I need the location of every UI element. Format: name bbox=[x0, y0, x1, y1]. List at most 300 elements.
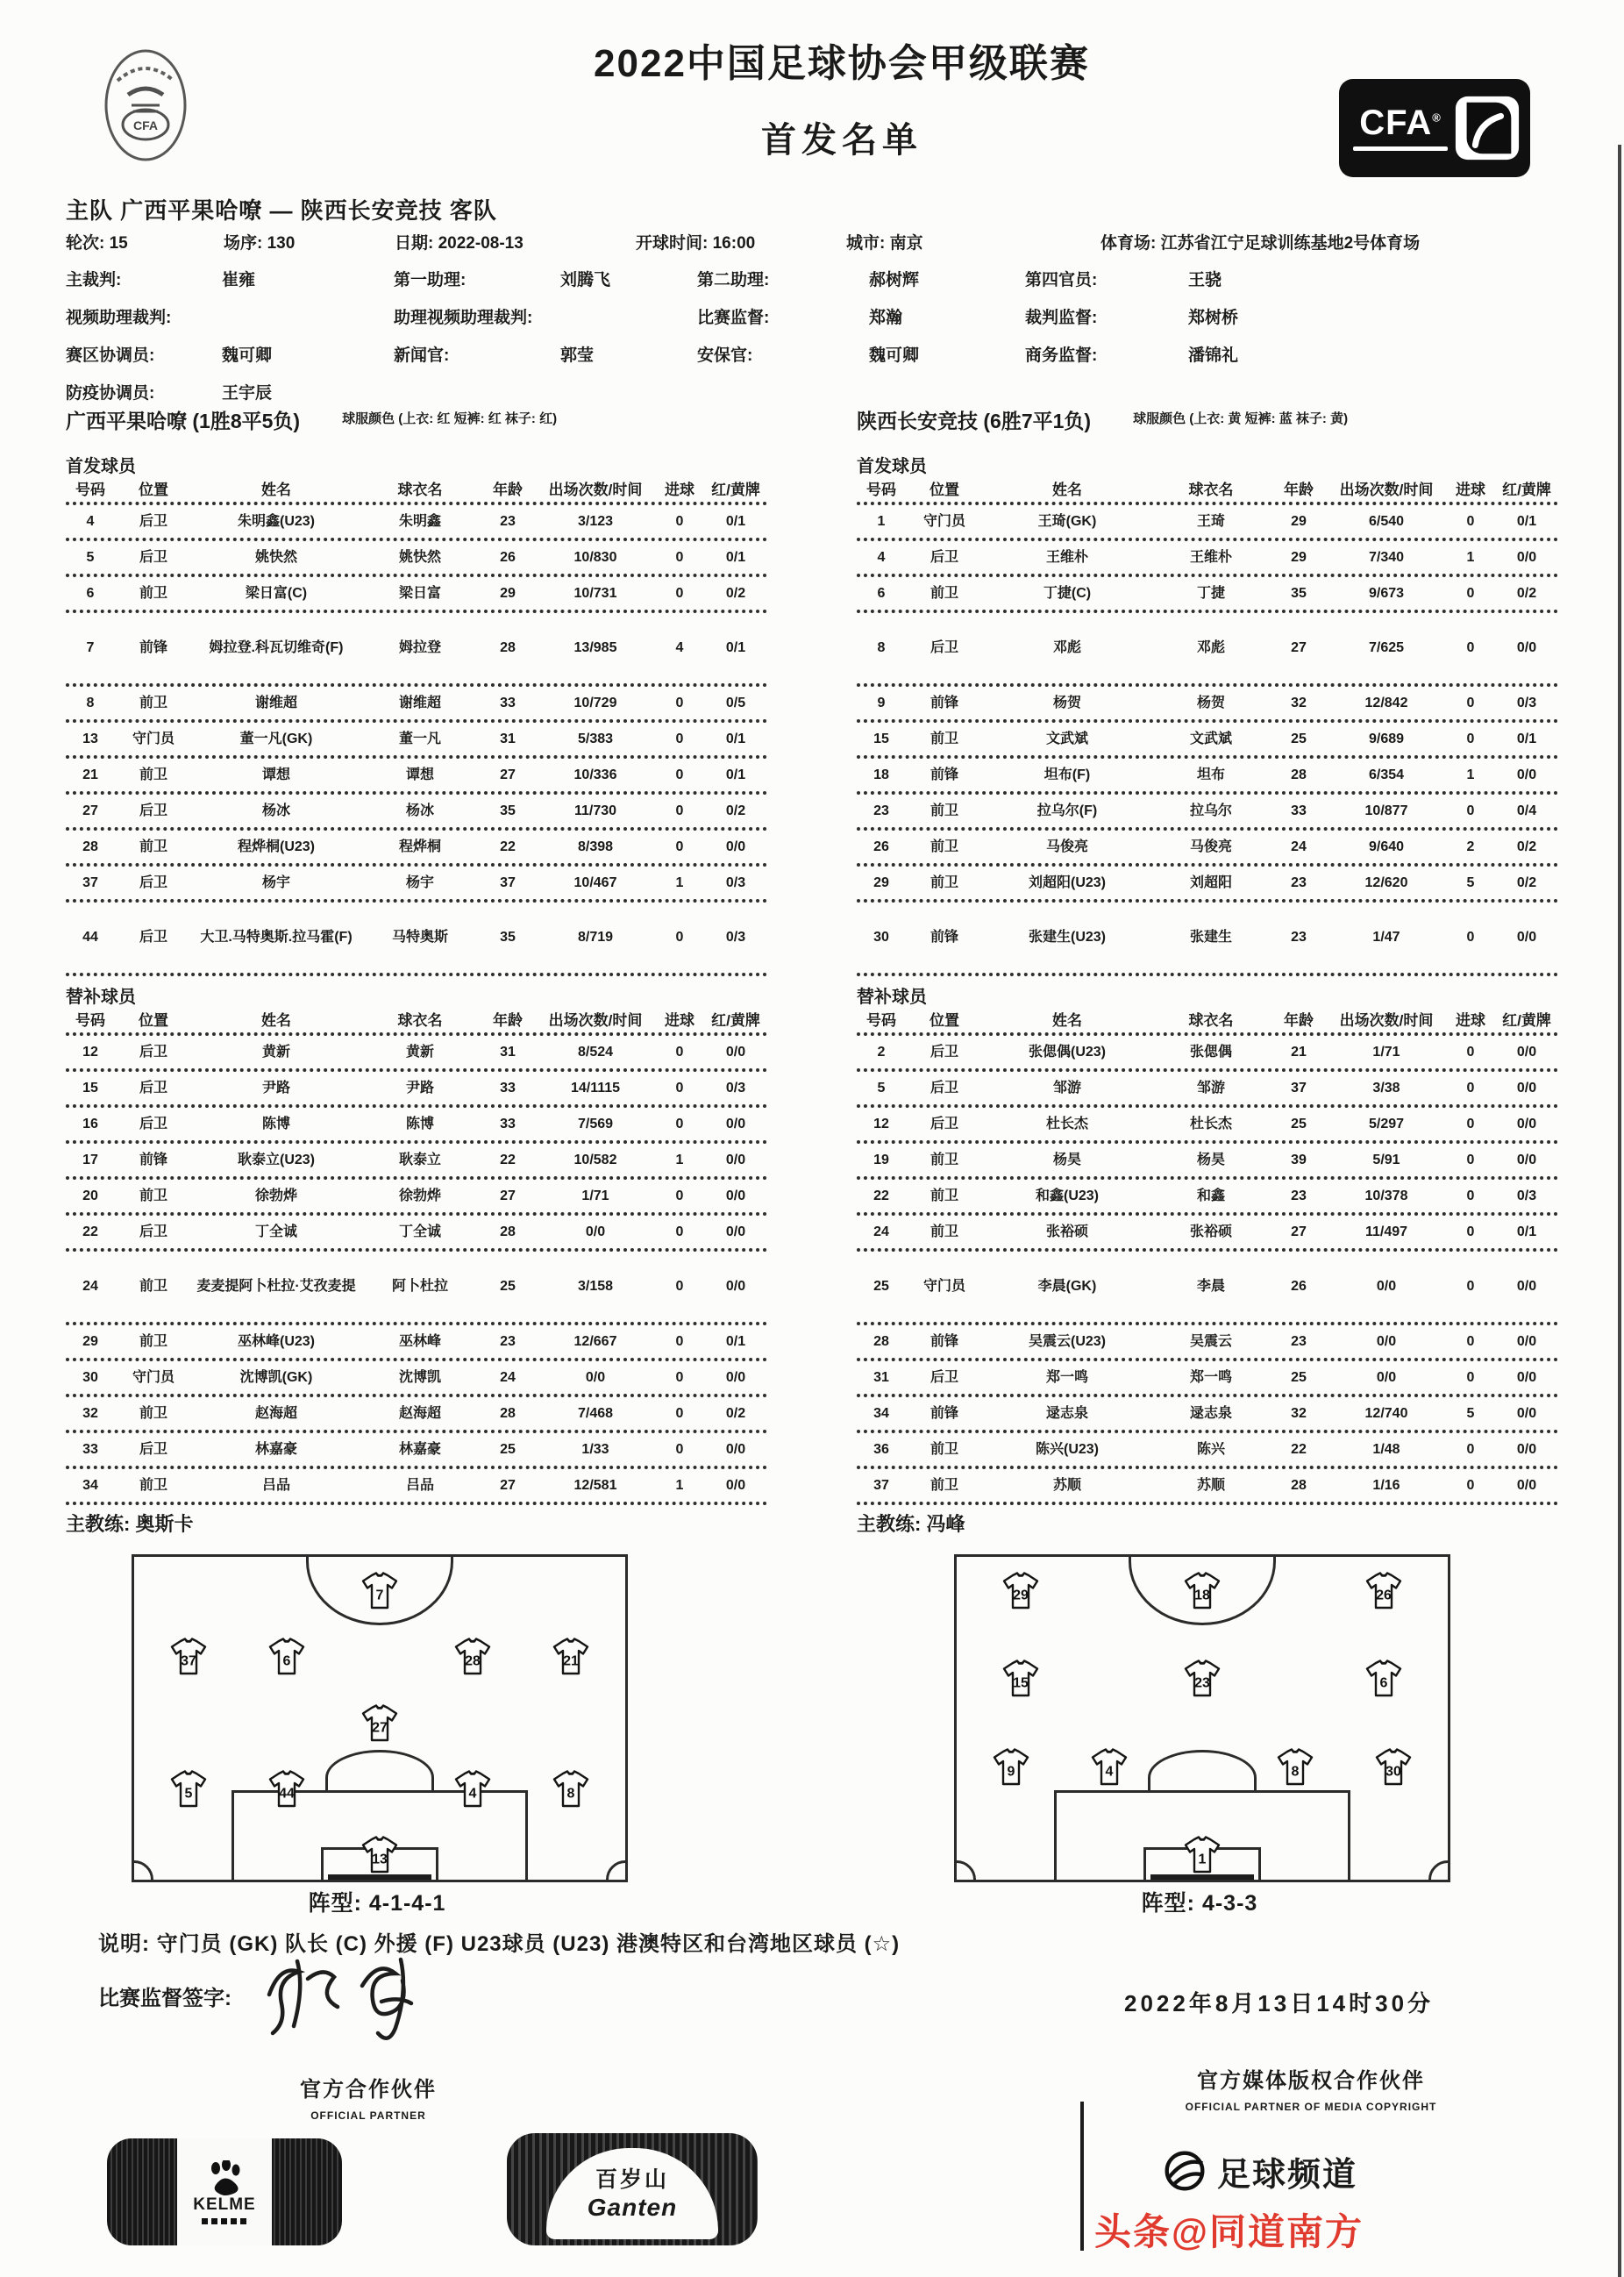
cell-1: 后卫 bbox=[139, 1224, 167, 1239]
cell-3: 丁全诚 bbox=[398, 1224, 441, 1239]
jersey-number-4 bbox=[1088, 1746, 1130, 1788]
svg-text:23: 23 bbox=[1194, 1675, 1210, 1691]
cell-4: 年龄 bbox=[1284, 482, 1314, 499]
official-label: 第一助理: bbox=[394, 271, 467, 289]
cell-7: 0/4 bbox=[1516, 803, 1537, 818]
cell-5: 10/582 bbox=[573, 1152, 617, 1167]
cell-0: 15 bbox=[873, 731, 889, 746]
info-轮次: 轮次: 15 bbox=[66, 234, 128, 253]
home-subs-label: 替补球员 bbox=[66, 987, 136, 1007]
cell-5: 10/336 bbox=[573, 767, 617, 782]
cell-2: 谢维超 bbox=[254, 695, 297, 710]
home-player-row bbox=[66, 541, 767, 577]
official-label: 裁判监督: bbox=[1025, 309, 1098, 327]
cell-3: 邓彪 bbox=[1196, 640, 1225, 655]
cell-2: 张建生(U23) bbox=[1028, 930, 1106, 945]
cell-4: 22 bbox=[500, 1152, 516, 1167]
away-team-name: 陕西长安竞技 (6胜7平1负) bbox=[857, 410, 1092, 432]
cell-4: 22 bbox=[500, 839, 516, 854]
cell-5: 5/383 bbox=[577, 731, 614, 746]
info-开球时间: 开球时间: 16:00 bbox=[636, 234, 756, 253]
away-player-row bbox=[857, 1108, 1558, 1144]
cell-3: 尹路 bbox=[405, 1080, 434, 1096]
cell-2: 林嘉豪 bbox=[254, 1441, 297, 1457]
kelme-logo: KELME bbox=[107, 2138, 342, 2245]
player-row bbox=[66, 1361, 1558, 1397]
cell-4: 39 bbox=[1291, 1152, 1307, 1167]
cell-2: 坦布(F) bbox=[1043, 767, 1091, 782]
cell-0: 25 bbox=[873, 1279, 889, 1294]
cell-0: 16 bbox=[82, 1116, 98, 1131]
cell-0: 44 bbox=[82, 930, 98, 945]
cell-7: 0/0 bbox=[1516, 1279, 1537, 1294]
cell-6: 0 bbox=[1466, 1116, 1475, 1131]
cell-4: 23 bbox=[1291, 1333, 1307, 1349]
home-player-row bbox=[66, 1216, 767, 1252]
cell-5: 6/354 bbox=[1368, 767, 1405, 782]
cell-6: 0 bbox=[1466, 1333, 1475, 1349]
away-player-row bbox=[857, 1216, 1558, 1252]
cell-4: 28 bbox=[500, 640, 516, 655]
cell-4: 26 bbox=[500, 549, 516, 565]
cell-5: 0/0 bbox=[1376, 1369, 1397, 1385]
cell-6: 0 bbox=[1466, 731, 1475, 746]
cell-3: 梁日富 bbox=[398, 585, 441, 601]
cell-0: 5 bbox=[86, 549, 95, 565]
cell-1: 前卫 bbox=[930, 1152, 958, 1167]
cell-0: 30 bbox=[873, 930, 889, 945]
cell-2: 程烨桐(U23) bbox=[237, 839, 315, 854]
cell-1: 后卫 bbox=[139, 930, 167, 945]
cell-4: 25 bbox=[1291, 1116, 1307, 1131]
cell-5: 7/468 bbox=[577, 1405, 614, 1421]
cell-7: 0/1 bbox=[1516, 1224, 1537, 1239]
jersey-number-28 bbox=[452, 1636, 494, 1678]
away-player-row bbox=[857, 1144, 1558, 1180]
cell-1: 后卫 bbox=[139, 874, 167, 890]
cell-6: 0 bbox=[1466, 513, 1475, 529]
cell-7: 0/3 bbox=[1516, 695, 1537, 710]
cell-5: 3/158 bbox=[577, 1279, 614, 1294]
cell-1: 前卫 bbox=[139, 1188, 167, 1203]
cell-4: 29 bbox=[1291, 513, 1307, 529]
away-starters-label: 首发球员 bbox=[857, 456, 927, 476]
cell-2: 张裕硕 bbox=[1045, 1224, 1088, 1239]
toutiao-watermark: 头条@同道南方 bbox=[1094, 2211, 1364, 2252]
cell-4: 28 bbox=[500, 1224, 516, 1239]
cell-3: 程烨桐 bbox=[398, 839, 441, 854]
cell-4: 28 bbox=[500, 1405, 516, 1421]
cell-3: 张偲偶 bbox=[1189, 1044, 1232, 1060]
cell-5: 出场次数/时间 bbox=[1339, 1012, 1434, 1030]
cell-6: 4 bbox=[675, 640, 684, 655]
cell-3: 文武斌 bbox=[1189, 731, 1232, 746]
cell-4: 35 bbox=[500, 803, 516, 818]
cfa-shield-icon bbox=[1453, 94, 1521, 162]
cell-3: 马俊亮 bbox=[1189, 839, 1232, 854]
cell-5: 0/0 bbox=[585, 1369, 606, 1385]
cell-6: 0 bbox=[1466, 1477, 1475, 1493]
cfa-small-text-bar bbox=[1353, 146, 1448, 151]
cell-0: 7 bbox=[86, 640, 95, 655]
away-player-row bbox=[857, 831, 1558, 867]
cell-2: 王琦(GK) bbox=[1037, 513, 1097, 529]
svg-text:28: 28 bbox=[465, 1653, 481, 1669]
cell-0: 23 bbox=[873, 803, 889, 818]
cell-4: 29 bbox=[1291, 549, 1307, 565]
cell-0: 34 bbox=[873, 1405, 889, 1421]
svg-text:8: 8 bbox=[566, 1786, 575, 1802]
info-城市: 城市: 南京 bbox=[846, 234, 923, 253]
jersey-number-4 bbox=[452, 1768, 494, 1810]
cell-7: 0/5 bbox=[725, 695, 746, 710]
cell-4: 24 bbox=[500, 1369, 516, 1385]
cell-2: 梁日富(C) bbox=[245, 585, 308, 601]
cell-5: 14/1115 bbox=[570, 1080, 621, 1096]
cell-1: 前锋 bbox=[930, 695, 958, 710]
cell-6: 0 bbox=[675, 549, 684, 565]
match-teams-line: 主队 广西平果哈嘹 — 陕西长安竞技 客队 bbox=[66, 197, 497, 224]
jersey-number-15 bbox=[1000, 1658, 1042, 1700]
cell-3: 谢维超 bbox=[398, 695, 441, 710]
official-value: 魏可卿 bbox=[222, 346, 273, 365]
cell-3: 杨宇 bbox=[405, 874, 434, 890]
cell-4: 37 bbox=[1291, 1080, 1307, 1096]
player-row bbox=[66, 577, 1558, 613]
cell-4: 29 bbox=[500, 585, 516, 601]
cell-3: 王维朴 bbox=[1189, 549, 1232, 565]
cell-0: 26 bbox=[873, 839, 889, 854]
cell-0: 32 bbox=[82, 1405, 98, 1421]
cell-5: 10/830 bbox=[573, 549, 617, 565]
away-subs-label: 替补球员 bbox=[857, 987, 927, 1007]
official-value: 郑瀚 bbox=[869, 309, 903, 327]
cell-7: 0/0 bbox=[725, 1188, 746, 1203]
cell-4: 33 bbox=[500, 1080, 516, 1096]
cell-1: 后卫 bbox=[139, 1044, 167, 1060]
cell-0: 15 bbox=[82, 1080, 98, 1096]
cell-5: 10/729 bbox=[573, 695, 617, 710]
official-label: 比赛监督: bbox=[697, 309, 770, 327]
cell-2: 姓名 bbox=[261, 482, 291, 499]
jersey-number-13 bbox=[359, 1834, 401, 1876]
cell-0: 17 bbox=[82, 1152, 98, 1167]
match-info-row bbox=[66, 230, 1609, 261]
home-starters-label: 首发球员 bbox=[66, 456, 136, 476]
cell-0: 36 bbox=[873, 1441, 889, 1457]
cell-1: 位置 bbox=[930, 482, 959, 499]
cell-6: 0 bbox=[675, 1279, 684, 1294]
cell-7: 0/0 bbox=[1516, 1477, 1537, 1493]
rosters bbox=[66, 405, 1558, 1537]
cell-1: 前卫 bbox=[930, 585, 958, 601]
svg-text:26: 26 bbox=[1376, 1588, 1393, 1603]
cell-7: 0/0 bbox=[1516, 1116, 1537, 1131]
cell-6: 0 bbox=[675, 1405, 684, 1421]
home-player-row bbox=[66, 759, 767, 795]
cell-1: 位置 bbox=[930, 1012, 959, 1030]
cell-7: 0/0 bbox=[725, 1116, 746, 1131]
player-row bbox=[66, 1252, 1558, 1325]
cell-2: 郑一鸣 bbox=[1045, 1369, 1088, 1385]
player-row bbox=[66, 831, 1558, 867]
cell-5: 8/398 bbox=[577, 839, 614, 854]
cell-4: 33 bbox=[500, 695, 516, 710]
home-player-row bbox=[66, 723, 767, 759]
cell-3: 吴震云 bbox=[1189, 1333, 1232, 1349]
cell-4: 21 bbox=[1291, 1044, 1307, 1060]
cell-1: 守门员 bbox=[922, 1279, 965, 1294]
cell-0: 20 bbox=[82, 1188, 98, 1203]
official-value bbox=[222, 304, 394, 328]
football-channel-icon bbox=[1159, 2145, 1210, 2196]
cell-2: 姓名 bbox=[1052, 1012, 1082, 1030]
cell-5: 3/38 bbox=[1372, 1080, 1400, 1096]
home-player-row bbox=[66, 1469, 767, 1505]
cell-0: 6 bbox=[86, 585, 95, 601]
cell-6: 进球 bbox=[665, 482, 694, 499]
cell-7: 0/3 bbox=[725, 1080, 746, 1096]
away-player-row bbox=[857, 577, 1558, 613]
cell-3: 邹游 bbox=[1196, 1080, 1225, 1096]
away-column-headers bbox=[857, 1010, 1558, 1036]
official-value: 王骁 bbox=[1188, 271, 1222, 289]
away-player-row bbox=[857, 903, 1558, 976]
cell-5: 12/842 bbox=[1364, 695, 1408, 710]
cell-7: 0/1 bbox=[725, 549, 746, 565]
svg-text:15: 15 bbox=[1012, 1675, 1029, 1691]
player-row bbox=[66, 723, 1558, 759]
cell-0: 29 bbox=[873, 874, 889, 890]
player-row bbox=[66, 687, 1558, 723]
cell-4: 年龄 bbox=[493, 482, 523, 499]
cell-3: 黄新 bbox=[405, 1044, 434, 1060]
cell-7: 0/0 bbox=[725, 1477, 746, 1493]
cell-1: 前卫 bbox=[930, 874, 958, 890]
home-team-name: 广西平果哈嘹 (1胜8平5负) bbox=[66, 410, 301, 432]
cell-3: 谭想 bbox=[405, 767, 434, 782]
cell-5: 10/467 bbox=[573, 874, 617, 890]
cell-7: 红/黄牌 bbox=[711, 482, 760, 499]
cell-7: 0/0 bbox=[1516, 767, 1537, 782]
cell-2: 耿泰立(U23) bbox=[237, 1152, 315, 1167]
player-row bbox=[66, 1180, 1558, 1216]
cell-5: 12/620 bbox=[1364, 874, 1408, 890]
cell-6: 0 bbox=[1466, 1224, 1475, 1239]
official-label: 第四官员: bbox=[1025, 271, 1098, 289]
cell-2: 尹路 bbox=[261, 1080, 290, 1096]
svg-text:CFA: CFA bbox=[133, 118, 158, 132]
cell-3: 马特奥斯 bbox=[391, 930, 448, 945]
cell-4: 23 bbox=[1291, 874, 1307, 890]
home-formation-pitch bbox=[132, 1554, 628, 1882]
cell-7: 0/1 bbox=[725, 513, 746, 529]
cell-3: 赵海超 bbox=[398, 1405, 441, 1421]
cell-1: 后卫 bbox=[139, 803, 167, 818]
cell-3: 球衣名 bbox=[397, 482, 443, 499]
cell-0: 29 bbox=[82, 1333, 98, 1349]
cell-2: 张偲偶(U23) bbox=[1028, 1044, 1106, 1060]
cell-3: 拉乌尔 bbox=[1189, 803, 1232, 818]
away-column-headers bbox=[857, 479, 1558, 505]
cell-7: 0/0 bbox=[1516, 1333, 1537, 1349]
svg-text:18: 18 bbox=[1194, 1588, 1210, 1603]
cell-6: 1 bbox=[675, 1152, 684, 1167]
cell-7: 0/2 bbox=[725, 585, 746, 601]
home-player-row bbox=[66, 577, 767, 613]
cell-7: 0/1 bbox=[725, 1333, 746, 1349]
cell-3: 阿卜杜拉 bbox=[391, 1279, 448, 1294]
cell-3: 张建生 bbox=[1189, 930, 1232, 945]
home-formation-label: 阵型: 4-1-4-1 bbox=[308, 1891, 446, 1916]
cell-1: 后卫 bbox=[930, 1369, 958, 1385]
cell-2: 文武斌 bbox=[1045, 731, 1088, 746]
cell-5: 12/667 bbox=[573, 1333, 617, 1349]
home-player-row bbox=[66, 1180, 767, 1216]
home-player-row bbox=[66, 505, 767, 541]
cell-7: 0/0 bbox=[1516, 930, 1537, 945]
cell-4: 33 bbox=[1291, 803, 1307, 818]
cell-2: 姚快然 bbox=[254, 549, 297, 565]
cell-1: 位置 bbox=[139, 1012, 168, 1030]
cell-4: 年龄 bbox=[1284, 1012, 1314, 1030]
cell-2: 巫林峰(U23) bbox=[237, 1333, 315, 1349]
official-label: 新闻官: bbox=[394, 346, 450, 365]
cell-5: 1/48 bbox=[1372, 1441, 1400, 1457]
home-player-row bbox=[66, 1144, 767, 1180]
cell-5: 1/71 bbox=[581, 1188, 609, 1203]
cell-4: 32 bbox=[1291, 1405, 1307, 1421]
cell-5: 12/581 bbox=[573, 1477, 617, 1493]
cell-5: 1/33 bbox=[581, 1441, 609, 1457]
svg-text:30: 30 bbox=[1385, 1764, 1402, 1780]
page-title: 2022中国足球协会甲级联赛 bbox=[594, 42, 1090, 85]
player-row bbox=[66, 1397, 1558, 1433]
cell-3: 姚快然 bbox=[398, 549, 441, 565]
cell-4: 31 bbox=[500, 1044, 516, 1060]
footer-divider bbox=[1080, 2102, 1084, 2251]
home-player-row bbox=[66, 687, 767, 723]
cell-3: 逯志泉 bbox=[1189, 1405, 1232, 1421]
cell-3: 巫林峰 bbox=[398, 1333, 441, 1349]
cell-7: 0/1 bbox=[1516, 513, 1537, 529]
jersey-number-29 bbox=[1000, 1570, 1042, 1612]
official-label: 防疫协调员: bbox=[66, 384, 155, 403]
corner-arc bbox=[132, 1860, 153, 1882]
cell-0: 4 bbox=[877, 549, 886, 565]
cell-2: 王维朴 bbox=[1045, 549, 1088, 565]
official-value: 郭莹 bbox=[560, 346, 595, 365]
official-partner-heading: 官方合作伙伴 OFFICIAL PARTNER bbox=[300, 2078, 437, 2122]
player-row bbox=[66, 1108, 1558, 1144]
player-row bbox=[66, 1325, 1558, 1361]
home-player-row bbox=[66, 1108, 767, 1144]
cell-2: 李晨(GK) bbox=[1037, 1279, 1097, 1294]
starters-section-labels bbox=[66, 449, 1558, 479]
cell-2: 谭想 bbox=[261, 767, 290, 782]
away-player-row bbox=[857, 1469, 1558, 1505]
cell-3: 刘超阳 bbox=[1189, 874, 1232, 890]
cell-0: 21 bbox=[82, 767, 98, 782]
home-player-row bbox=[66, 795, 767, 831]
cell-2: 杨昊 bbox=[1052, 1152, 1081, 1167]
away-player-row bbox=[857, 541, 1558, 577]
cell-6: 0 bbox=[675, 1441, 684, 1457]
cell-3: 球衣名 bbox=[1188, 1012, 1234, 1030]
cell-7: 0/0 bbox=[1516, 1441, 1537, 1457]
cell-6: 0 bbox=[675, 695, 684, 710]
cell-0: 37 bbox=[873, 1477, 889, 1493]
cell-1: 前锋 bbox=[930, 767, 958, 782]
cell-6: 0 bbox=[675, 1188, 684, 1203]
cell-3: 张裕硕 bbox=[1189, 1224, 1232, 1239]
cell-1: 前锋 bbox=[930, 1405, 958, 1421]
cell-6: 进球 bbox=[1456, 1012, 1485, 1030]
away-player-row bbox=[857, 867, 1558, 903]
cell-0: 28 bbox=[82, 839, 98, 854]
jersey-number-37 bbox=[167, 1636, 210, 1678]
cell-0: 24 bbox=[82, 1279, 98, 1294]
cell-6: 0 bbox=[1466, 640, 1475, 655]
cell-6: 1 bbox=[1466, 549, 1475, 565]
cell-2: 董一凡(GK) bbox=[239, 731, 313, 746]
cell-0: 24 bbox=[873, 1224, 889, 1239]
cell-0: 28 bbox=[873, 1333, 889, 1349]
cell-7: 红/黄牌 bbox=[1502, 482, 1551, 499]
cell-0: 37 bbox=[82, 874, 98, 890]
column-header-row bbox=[66, 1010, 1558, 1036]
cell-2: 姓名 bbox=[1052, 482, 1082, 499]
cell-6: 0 bbox=[1466, 1441, 1475, 1457]
cell-5: 0/0 bbox=[585, 1224, 606, 1239]
ganten-logo: 百岁山 Ganten bbox=[507, 2133, 758, 2245]
svg-text:5: 5 bbox=[184, 1786, 193, 1802]
cell-0: 5 bbox=[877, 1080, 886, 1096]
cell-3: 林嘉豪 bbox=[398, 1441, 441, 1457]
cell-2: 刘超阳(U23) bbox=[1028, 874, 1106, 890]
cell-0: 22 bbox=[82, 1224, 98, 1239]
cell-5: 12/740 bbox=[1364, 1405, 1408, 1421]
corner-arc bbox=[606, 1860, 628, 1882]
cell-0: 12 bbox=[873, 1116, 889, 1131]
jersey-number-1 bbox=[1181, 1834, 1223, 1876]
cell-0: 22 bbox=[873, 1188, 889, 1203]
cfa-logo-badge bbox=[1339, 79, 1530, 177]
home-coach: 主教练: 奥斯卡 bbox=[66, 1513, 194, 1535]
cell-4: 27 bbox=[500, 1188, 516, 1203]
home-player-row bbox=[66, 1325, 767, 1361]
svg-text:6: 6 bbox=[1379, 1675, 1388, 1691]
cell-6: 0 bbox=[1466, 1279, 1475, 1294]
cell-7: 0/0 bbox=[725, 1441, 746, 1457]
cell-0: 12 bbox=[82, 1044, 98, 1060]
cell-4: 25 bbox=[500, 1441, 516, 1457]
info-体育场: 体育场: 江苏省江宁足球训练基地2号体育场 bbox=[1100, 234, 1421, 253]
cell-0: 6 bbox=[877, 585, 886, 601]
cell-6: 0 bbox=[1466, 1152, 1475, 1167]
cell-2: 和鑫(U23) bbox=[1035, 1188, 1099, 1203]
cell-2: 吴震云(U23) bbox=[1028, 1333, 1106, 1349]
cell-6: 0 bbox=[1466, 695, 1475, 710]
cell-5: 5/91 bbox=[1372, 1152, 1400, 1167]
cell-4: 27 bbox=[1291, 640, 1307, 655]
cell-3: 沈博凯 bbox=[398, 1369, 441, 1385]
home-player-row bbox=[66, 903, 767, 976]
cell-7: 0/0 bbox=[1516, 1044, 1537, 1060]
svg-text:27: 27 bbox=[372, 1720, 388, 1736]
cell-5: 10/378 bbox=[1364, 1188, 1408, 1203]
cell-1: 守门员 bbox=[132, 1369, 175, 1385]
